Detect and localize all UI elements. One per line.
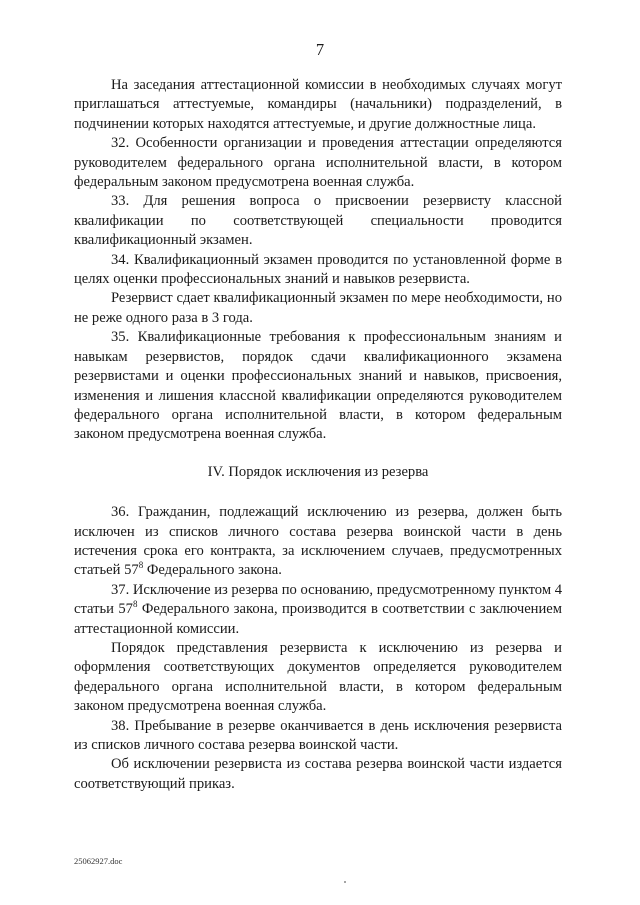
document-body <box>74 76 562 794</box>
paragraph-36 <box>74 503 562 581</box>
section-heading: IV. Порядок исключения из резерва <box>207 463 429 480</box>
paragraph-35: 35. Квалификационные требования к профессиональным знаниям и навыкам резервистов, порядок сдачи квалификационного экзамена резервистами и оценки профессиональных знаний и навыков, присвоения, изменения и лишения классной квалификации определяются руководителем федерального органа исполнительной власти, в котором федеральным законом предусмотрена военная служба. <box>74 329 562 443</box>
paragraph-37-text-end: Федерального закона, производится в соответствии с заключением аттестационной комиссии. <box>74 601 563 637</box>
paragraph-36-text: 36. Гражданин, подлежащий исключению из резерва, должен быть исключен из списков личного состава резерва воинской части в день истечения срока его контракта, за исключением случаев, предусмотренных статьей 57 <box>74 504 562 579</box>
paragraph-38-note: Об исключении резервиста из состава резерва воинской части издается соответствующий приказ. <box>74 756 562 792</box>
paragraph-34-note: Резервист сдает квалификационный экзамен по мере необходимости, но не реже одного раза в 3 года. <box>74 290 562 326</box>
page-number: 7 <box>315 40 325 59</box>
paragraph-34: 34. Квалификационный экзамен проводится по установленной форме в целях оценки профессиональных знаний и навыков резервиста. <box>74 251 562 288</box>
paragraph-37-note: Порядок представления резервиста к исключению из резерва и оформления соответствующих документов определяется руководителем федерального органа исполнительной власти, в котором федеральным законом предусмотрена военная служба. <box>74 639 562 715</box>
paragraph-37 <box>74 581 562 639</box>
paragraph-37-superscript: 8 <box>132 599 138 610</box>
scan-dot <box>344 881 346 883</box>
paragraph-36-superscript: 8 <box>138 560 144 571</box>
paragraph-36-text-end: Федерального закона. <box>143 562 282 579</box>
paragraph-33: 33. Для решения вопроса о присвоении резервисту классной квалификации по соответствующей специальности проводится квалификационный экзамен. <box>74 193 562 249</box>
paragraph-38: 38. Пребывание в резерве оканчивается в день исключения резервиста из списков личного состава резерва воинской части. <box>74 717 562 753</box>
paragraph-1: На заседания аттестационной комиссии в необходимых случаях могут приглашаться аттестуемые, командиры (начальники) подразделений, в подчинении которых находятся аттестуемые, и другие должностные лица. <box>74 77 562 132</box>
paragraph-32: 32. Особенности организации и проведения аттестации определяются руководителем федерального органа исполнительной власти, в котором федеральным законом предусмотрена военная служба. <box>74 135 562 191</box>
paragraph-37-text: 37. Исключение из резерва по основанию, предусмотренному пунктом 4 статьи 57 <box>74 581 563 618</box>
footer-doc-ref: 25062927.doc <box>74 856 123 866</box>
